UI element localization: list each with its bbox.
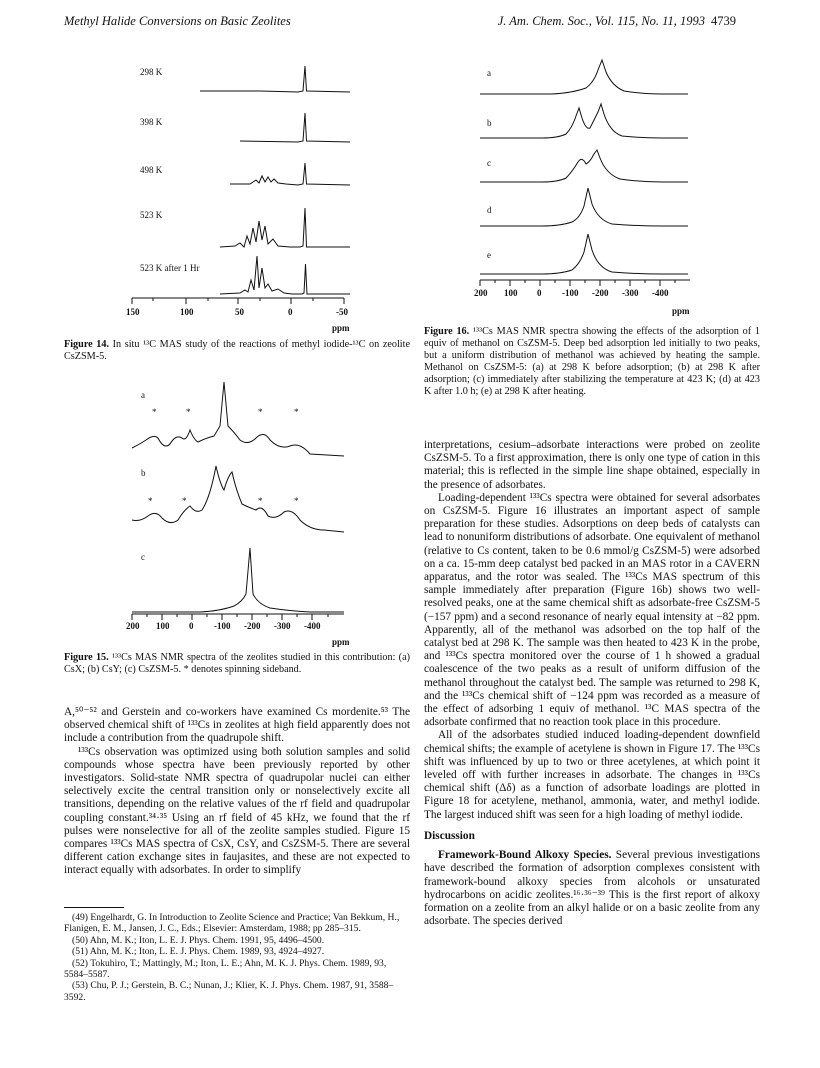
fig16-trace-label: b [487, 118, 492, 128]
fig14-spectrum-398 [240, 113, 350, 142]
figure-14 [110, 58, 410, 340]
left-paragraph-1: A,⁵⁰⁻⁵² and Gerstein and co-workers have examined Cs mordenite.⁵³ The observed chemical shift of ¹³³Cs in zeolites at high field apparently does not include a contribution from the quadrupole shift. [64, 706, 410, 745]
fig16-spectrum-e [480, 234, 688, 274]
fig15-spectrum-b [132, 466, 344, 532]
svg-text:*: * [294, 496, 299, 506]
fig16-tick: 200 [474, 288, 488, 298]
fig14-unit: ppm [332, 323, 350, 333]
fig15-axis [132, 614, 344, 620]
fig15-tick: 200 [126, 621, 140, 631]
fig16-trace-label: e [487, 250, 491, 260]
figure-14-caption [64, 339, 410, 363]
fig14-caption-label: Figure 14. [64, 339, 110, 350]
fig14-axis [132, 298, 344, 304]
fig15-tick: -200 [244, 621, 261, 631]
fig15-spectrum-a [132, 382, 344, 456]
fig14-tick: 100 [180, 307, 194, 317]
reference-item: (52) Tokuhiro, T.; Mattingly, M.; Iton, L. E.; Ahn, M. K. J. Phys. Chem. 1989, 93, 5584–5587. [64, 957, 387, 981]
right-paragraph-3: All of the adsorbates studied induced loading-dependent downfield chemical shifts; the example of acetylene is shown in Figure 17. The ¹³³Cs shift was influenced by up to two or three acetylenes, at which point it leveled off with further increases in adsorbate. The changes in ¹³³Cs chemical shift (Δδ) as a function of adsorbate loadings are plotted in Figure 18 for acetylene, methanol, ammonia, water, and methyl iodide. The largest induced shift was seen for a high loading of methyl iodide. [424, 729, 760, 821]
fig16-trace-label: a [487, 68, 491, 78]
fig14-spectrum-498 [230, 163, 350, 185]
svg-text:*: * [186, 407, 191, 417]
fig14-tick: 0 [288, 307, 293, 317]
fig16-tick: 0 [537, 288, 542, 298]
footnote-rule [64, 907, 124, 908]
svg-text:*: * [152, 407, 157, 417]
fig15-sideband-markers-a [152, 407, 299, 417]
fig14-caption-text: In situ ¹³C MAS study of the reactions of methyl iodide-¹³C on zeolite CsZSM-5. [64, 339, 410, 362]
reference-item: (49) Engelhardt, G. In Introduction to Zeolite Science and Practice; Van Bekkum, H., Flanigen, E. M., Jansen, J. C., Eds.; Elsevier: Amsterdam, 1988; pp 285–315. [64, 912, 400, 935]
fig15-caption-label: Figure 15. [64, 652, 109, 663]
fig15-tick: -300 [274, 621, 291, 631]
fig16-caption-label: Figure 16. [424, 326, 470, 337]
fig16-spectrum-a [480, 60, 688, 94]
fig15-trace-label: a [141, 390, 145, 400]
fig15-spectrum-c [132, 548, 344, 612]
fig16-spectrum-c [480, 150, 688, 182]
fig16-tick: -400 [652, 288, 669, 298]
fig14-trace-label: 398 K [140, 117, 163, 127]
references [64, 912, 410, 1003]
reference-item: (53) Chu, P. J.; Gerstein, B. C.; Nunan, J.; Klier, K. J. Phys. Chem. 1987, 91, 3588–3592. [64, 980, 394, 1003]
svg-text:*: * [182, 496, 187, 506]
fig16-axis [480, 280, 690, 286]
fig16-spectrum-d [480, 188, 688, 226]
left-paragraph-2: ¹³³Cs observation was optimized using both solution samples and solid compounds whose spectra have been previously reported by other investigators. Solid-state NMR spectra of quadrupolar nuclei can either selectively excite the central transition only or nonselectively excite all transitions, depending on the relative values of the rf field and quadrupolar coupling constant.³⁴·³⁵ Using an rf field of 45 kHz, we found that the rf pulses were nonselective for all of the zeolite samples studied. Figure 15 compares ¹³³Cs MAS spectra of CsX, CsY, and CsZSM-5. There are several different cation exchange sites in faujasites, and these are not expected to interact equally with adsorbates. In order to simplify [64, 745, 410, 877]
fig15-unit: ppm [332, 637, 350, 647]
fig14-trace-label: 523 K [140, 210, 163, 220]
running-head-right [498, 14, 736, 29]
fig15-sideband-markers-b [148, 496, 299, 506]
figure-15 [110, 380, 410, 650]
right-paragraph-2: Loading-dependent ¹³³Cs spectra were obtained for several adsorbates on CsZSM-5. Figure 16 illustrates an important aspect of sample preparation for these studies. Adsorptions on deep beds of catalysts can lead to nonuniform distributions of adsorbate. One equivalent of methanol (relative to Cs content, taken to be 0.6 mmol/g CsZSM-5) were adsorbed on a ca. 15-mm deep catalyst bed packed in an MAS rotor in a CAVERN apparatus, and the rotor was sealed. The ¹³³Cs MAS spectrum of this sample immediately after preparation (Figure 16b) shows two well-resolved peaks, one at the same chemical shift as adsorbate-free CsZSM-5 (−157 ppm) and a second resonance of nearly equal intensity at −82 ppm. Apparently, all of the methanol was adsorbed on the top half of the catalyst bed at 298 K. The sample was then heated to 423 K in the probe, and ¹³³Cs spectra monitored over the course of 1 h showed a gradual coalescence of the two peaks as a result of uniform diffusion of the methanol throughout the catalyst bed. The sample was returned to 298 K, and the ¹³³Cs chemical shift of −124 ppm was recorded as a measure of the effect of adsorbing 1 equiv of methanol. ¹³C MAS spectra of the adsorbate confirmed that no reaction took place in this procedure. [424, 491, 760, 729]
fig16-spectrum-b [480, 104, 688, 138]
fig14-trace-label: 523 K after 1 Hr [140, 263, 200, 273]
right-column-text [424, 439, 760, 928]
journal-citation: J. Am. Chem. Soc., Vol. 115, No. 11, 1993 [497, 14, 705, 28]
svg-text:*: * [148, 496, 153, 506]
running-head-left: Methyl Halide Conversions on Basic Zeolites [64, 14, 291, 28]
reference-item: (51) Ahn, M. K.; Iton, L. E. J. Phys. Chem. 1989, 93, 4924–4927. [72, 946, 325, 958]
fig14-spectrum-523-1hr [220, 256, 350, 294]
fig14-trace-label: 298 K [140, 67, 163, 77]
fig16-tick: -200 [592, 288, 609, 298]
svg-text:*: * [258, 407, 263, 417]
fig16-trace-label: c [487, 158, 491, 168]
fig16-trace-label: d [487, 205, 492, 215]
reference-item: (50) Ahn, M. K.; Iton, L. E. J. Phys. Chem. 1991, 95, 4496–4500. [72, 934, 325, 946]
right-paragraph-4 [424, 849, 760, 928]
fig14-trace-label: 498 K [140, 165, 163, 175]
fig14-tick: -50 [336, 307, 348, 317]
fig15-trace-label: c [141, 552, 145, 562]
figure-16 [462, 58, 722, 328]
fig16-tick: -100 [562, 288, 579, 298]
figure-15-caption [64, 652, 410, 676]
fig16-tick: -300 [622, 288, 639, 298]
fig15-tick: -400 [304, 621, 321, 631]
subsection-text: Several previous investigations have described the formation of adsorption complexes consistent with framework-bound alkoxy species from alcohols or unsaturated hydrocarbons on acidic zeolites.¹⁶·³⁶⁻³⁹ This is the first report of alkoxy formation on a zeolite from an alkyl halide or on a basic zeolite from any adsorbate. The species derived [424, 849, 760, 928]
svg-text:*: * [258, 496, 263, 506]
fig15-tick: 0 [189, 621, 194, 631]
page-number: 4739 [711, 14, 736, 28]
fig14-spectrum-298 [200, 66, 350, 92]
left-column-text [64, 706, 410, 878]
section-heading-discussion: Discussion [424, 829, 475, 842]
fig16-caption-text: ¹³³Cs MAS NMR spectra showing the effects of the adsorption of 1 equiv of methanol on CsZSM-5. Deep bed adsorption led initially to two peaks, but a uniform distribution of methanol was achieved by heating the sample. Methanol on CsZSM-5: (a) at 298 K before adsorption; (b) at 298 K after adsorption; (c) immediately after stabilizing the temperature at 423 K; (d) at 423 K after 1.0 h; (e) at 298 K after heating. [424, 326, 760, 397]
fig16-tick: 100 [504, 288, 518, 298]
fig14-tick: 150 [126, 307, 140, 317]
fig15-tick: -100 [214, 621, 231, 631]
svg-text:*: * [294, 407, 299, 417]
fig15-caption-text: ¹³³Cs MAS NMR spectra of the zeolites studied in this contribution: (a) CsX; (b) CsY; (c) CsZSM-5. * denotes spinning sideband. [64, 652, 410, 675]
fig14-spectrum-523 [220, 208, 350, 247]
fig15-trace-label: b [141, 468, 146, 478]
right-paragraph-1: interpretations, cesium–adsorbate interactions were probed on zeolite CsZSM-5. To a first approximation, there is only one type of cation in this material; this is reflected in the simple line shape obtained, especially in the presence of adsorbates. [424, 439, 760, 491]
fig15-tick: 100 [156, 621, 170, 631]
fig16-unit: ppm [672, 306, 690, 316]
fig14-tick: 50 [235, 307, 244, 317]
figure-16-caption [424, 326, 760, 398]
subsection-heading: Framework-Bound Alkoxy Species. [438, 849, 612, 862]
